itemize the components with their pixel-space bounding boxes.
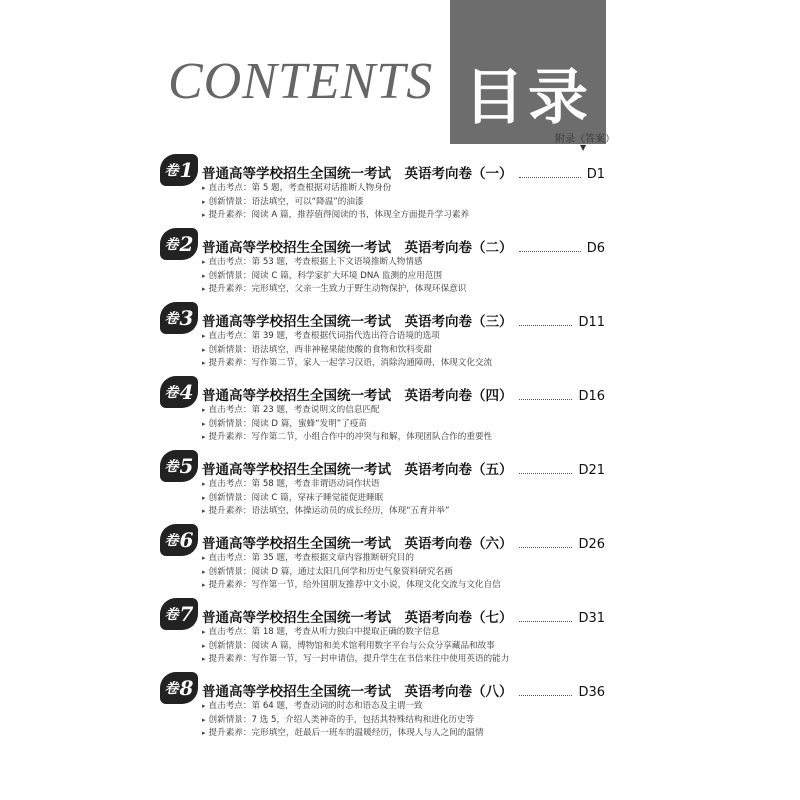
highlight-item	[202, 727, 484, 741]
volume-entry[interactable]	[160, 150, 605, 224]
volume-heading	[202, 384, 605, 404]
volume-badge-char: 卷	[164, 607, 179, 623]
highlight-item	[202, 344, 492, 358]
contents-list	[160, 150, 605, 742]
highlight-item	[202, 182, 469, 196]
volume-entry[interactable]	[160, 224, 605, 298]
volume-highlights	[202, 626, 509, 667]
highlight-item	[202, 626, 509, 640]
volume-title[interactable]: 普通高等学校招生全国统一考试 英语考向卷（五）	[202, 462, 513, 478]
highlight-label: 提升素养：	[208, 284, 252, 294]
highlight-text: 第 39 题，考查根据代词指代选出符合语境的选项	[251, 331, 440, 341]
highlight-label: 直击考点：	[208, 553, 252, 563]
highlight-label: 直击考点：	[208, 183, 252, 193]
volume-badge	[160, 450, 198, 482]
volume-badge	[160, 228, 198, 260]
highlight-text: 阅读 C 篇，穿袜子睡觉能促进睡眠	[251, 492, 384, 503]
dot-leader	[519, 250, 581, 252]
volume-entry[interactable]	[160, 446, 605, 520]
highlight-label: 提升素养：	[208, 728, 252, 738]
highlight-label: 创新情景：	[208, 640, 252, 651]
highlight-label: 直击考点：	[208, 405, 252, 415]
volume-page-number: D26	[578, 537, 605, 552]
volume-badge	[160, 672, 198, 704]
highlight-text: 第 23 题，考查说明文的信息匹配	[251, 405, 380, 415]
volume-badge	[160, 302, 198, 334]
title-box	[450, 0, 606, 144]
volume-badge	[160, 524, 198, 556]
highlight-text: 阅读 D 篇，蜜蜂“发明”了疫苗	[251, 418, 368, 429]
volume-highlights	[202, 256, 466, 297]
highlight-item	[202, 283, 466, 297]
volume-title[interactable]: 普通高等学校招生全国统一考试 英语考向卷（八）	[202, 684, 513, 700]
dot-leader	[519, 694, 573, 696]
highlight-text: 写作第二节，小组合作中的冲突与和解，体现团队合作的重要性	[251, 432, 493, 442]
highlight-text: 阅读 A 篇，博物馆和美术馆利用数字平台与公众分享藏品和故事	[251, 640, 495, 651]
highlight-text: 写作第二节，家人一起学习汉语，消除沟通障碍，体现文化交流	[251, 358, 493, 368]
volume-badge	[160, 376, 198, 408]
volume-page-number: D11	[578, 315, 605, 330]
dot-leader	[519, 620, 573, 622]
volume-badge-char: 卷	[164, 385, 179, 401]
volume-page-number: D36	[578, 685, 605, 700]
volume-page-number: D1	[586, 167, 605, 182]
volume-title[interactable]: 普通高等学校招生全国统一考试 英语考向卷（一）	[202, 166, 513, 182]
highlight-item	[202, 404, 492, 418]
highlight-item	[202, 653, 509, 667]
volume-page-number: D31	[578, 611, 605, 626]
volume-entry[interactable]	[160, 372, 605, 446]
volume-badge-char: 卷	[164, 681, 179, 697]
highlight-item	[202, 209, 469, 223]
volume-badge	[160, 598, 198, 630]
highlight-text: 第 35 题，考查根据文章内容推断研究目的	[251, 553, 414, 563]
volume-heading	[202, 606, 605, 626]
highlight-label: 创新情景：	[208, 492, 252, 503]
volume-page-number: D6	[586, 241, 605, 256]
highlight-item	[202, 196, 469, 210]
volume-heading	[202, 236, 605, 256]
volume-entry[interactable]	[160, 668, 605, 742]
highlight-label: 提升素养：	[208, 580, 252, 590]
volume-heading	[202, 458, 605, 478]
highlight-text: 阅读 D 篇，通过太阳几何学和历史气象资料研究名画	[251, 566, 453, 577]
volume-highlights	[202, 404, 492, 445]
dot-leader	[519, 398, 573, 400]
highlight-item	[202, 478, 449, 492]
volume-badge-number: 3	[179, 306, 194, 330]
volume-badge-number: 6	[179, 528, 194, 552]
volume-heading	[202, 680, 605, 700]
highlight-text: 语法填空，西非神秘果能使酸的食物和饮料变甜	[251, 344, 432, 355]
highlight-text: 阅读 C 篇，科学家扩大环境 DNA 监测的应用范围	[251, 270, 443, 281]
highlight-label: 创新情景：	[208, 566, 252, 577]
highlight-label: 提升素养：	[208, 654, 252, 664]
volume-highlights	[202, 182, 469, 223]
volume-highlights	[202, 330, 492, 371]
highlight-label: 创新情景：	[208, 418, 252, 429]
highlight-label: 直击考点：	[208, 701, 252, 711]
highlight-label: 创新情景：	[208, 344, 252, 355]
volume-badge-number: 8	[179, 676, 194, 700]
highlight-label: 直击考点：	[208, 479, 252, 489]
highlight-label: 创新情景：	[208, 714, 252, 725]
highlight-text: 第 18 题，考查从听力独白中提取正确的数字信息	[251, 627, 440, 637]
contents-title-zh: 目录	[464, 63, 592, 133]
volume-entry[interactable]	[160, 594, 605, 668]
volume-badge	[160, 154, 198, 186]
volume-badge-char: 卷	[164, 459, 179, 475]
highlight-text: 第 5 题，考查根据对话推断人物身份	[251, 183, 392, 193]
highlight-item	[202, 256, 466, 270]
volume-badge-number: 4	[179, 380, 194, 404]
highlight-label: 直击考点：	[208, 257, 252, 267]
highlight-text: 第 53 题，考查根据上下文语境推断人物情感	[251, 257, 423, 267]
volume-title[interactable]: 普通高等学校招生全国统一考试 英语考向卷（二）	[202, 240, 513, 256]
dot-leader	[519, 324, 573, 326]
volume-page-number: D21	[578, 463, 605, 478]
volume-highlights	[202, 552, 501, 593]
highlight-text: 写作第一节，写一封申请信，提升学生在书信来往中使用英语的能力	[251, 654, 510, 664]
highlight-item	[202, 640, 509, 654]
highlight-item	[202, 418, 492, 432]
volume-badge-number: 2	[179, 232, 194, 256]
highlight-label: 直击考点：	[208, 627, 252, 637]
highlight-label: 提升素养：	[208, 432, 252, 442]
highlight-item	[202, 566, 501, 580]
volume-title[interactable]: 普通高等学校招生全国统一考试 英语考向卷（三）	[202, 314, 513, 330]
volume-badge-char: 卷	[164, 533, 179, 549]
volume-entry[interactable]	[160, 520, 605, 594]
highlight-item	[202, 579, 501, 593]
highlight-label: 提升素养：	[208, 506, 252, 516]
volume-badge-char: 卷	[164, 311, 179, 327]
highlight-text: 第 58 题，考查非谓语动词作状语	[251, 479, 380, 489]
highlight-item	[202, 505, 449, 519]
volume-title[interactable]: 普通高等学校招生全国统一考试 英语考向卷（六）	[202, 536, 513, 552]
highlight-text: 语法填空，可以“降温”的油漆	[251, 196, 364, 207]
highlight-label: 提升素养：	[208, 358, 252, 368]
volume-badge-number: 5	[179, 454, 194, 478]
highlight-item	[202, 492, 449, 506]
highlight-label: 创新情景：	[208, 270, 252, 281]
highlight-label: 提升素养：	[208, 210, 252, 220]
highlight-item	[202, 330, 492, 344]
volume-highlights	[202, 700, 484, 741]
highlight-text: 语法填空，体操运动员的成长经历，体现“五育并举”	[251, 506, 450, 516]
volume-badge-char: 卷	[164, 237, 179, 253]
volume-badge-number: 7	[179, 602, 194, 626]
highlight-label: 创新情景：	[208, 196, 252, 207]
highlight-text: 阅读 A 篇，推荐值得阅读的书，体现全方面提升学习素养	[251, 210, 470, 220]
volume-heading	[202, 162, 605, 182]
volume-entry[interactable]	[160, 298, 605, 372]
highlight-text: 写作第一节，给外国朋友推荐中文小说，体现文化交流与文化自信	[251, 580, 501, 590]
highlight-item	[202, 431, 492, 445]
dot-leader	[519, 176, 581, 178]
highlight-item	[202, 552, 501, 566]
volume-title[interactable]: 普通高等学校招生全国统一考试 英语考向卷（七）	[202, 610, 513, 626]
dot-leader	[519, 546, 573, 548]
down-arrow-icon: ▼	[580, 143, 587, 152]
highlight-text: 7 选 5，介绍人类神奇的手，包括其特殊结构和进化历史等	[251, 714, 475, 725]
highlight-item	[202, 357, 492, 371]
volume-heading	[202, 310, 605, 330]
highlight-text: 完形填空，父亲一生致力于野生动物保护，体现环保意识	[251, 284, 467, 294]
dot-leader	[519, 472, 573, 474]
appendix-label: 附录（答案）	[555, 134, 615, 145]
contents-title: CONTENTS	[168, 53, 434, 110]
highlight-item	[202, 700, 484, 714]
volume-highlights	[202, 478, 449, 519]
volume-badge-number: 1	[179, 158, 194, 182]
highlight-text: 第 64 题，考查动词的时态和语态及主谓一致	[251, 701, 423, 711]
highlight-text: 完形填空，赶最后一班车的温暖经历，体现人与人之间的温情	[251, 728, 484, 738]
volume-page-number: D16	[578, 389, 605, 404]
volume-title[interactable]: 普通高等学校招生全国统一考试 英语考向卷（四）	[202, 388, 513, 404]
highlight-item	[202, 270, 466, 284]
volume-badge-char: 卷	[164, 163, 179, 179]
highlight-label: 直击考点：	[208, 331, 252, 341]
volume-heading	[202, 532, 605, 552]
highlight-item	[202, 714, 484, 728]
